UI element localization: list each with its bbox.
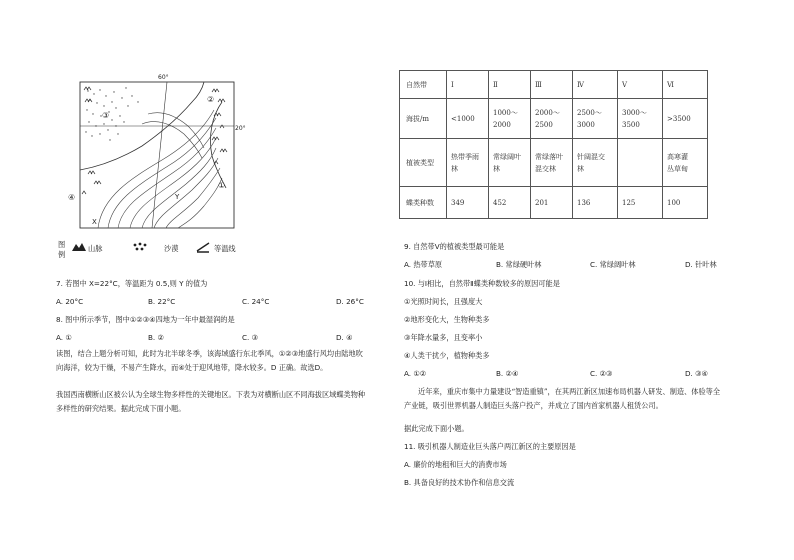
coastline-east: [210, 102, 226, 188]
table-cell: 1000～ 2000: [489, 99, 531, 139]
q10-statement-4: ④人类干扰少，植物种类多: [404, 351, 490, 360]
q10-statement-1: ①光照时间长，且强度大: [404, 297, 483, 306]
q9-option-a: A. 热带草原: [404, 260, 443, 269]
q10-stem: 10. 与Ⅰ相比，自然带Ⅱ蝶类种数较多的原因可能是: [404, 279, 560, 288]
table-header-cell: Ⅲ: [531, 71, 573, 99]
q11-option-a: A. 廉价的地租和巨大的消费市场: [404, 460, 507, 469]
q9-option-b: B. 常绿硬叶林: [496, 260, 542, 269]
table-row-label: 蝶类种数: [400, 187, 447, 219]
isotherm-lines: [98, 110, 222, 228]
table-cell: 201: [531, 187, 573, 219]
q8-option-b: B. ②: [148, 333, 164, 342]
q10-statement-2: ②地形变化大，生物种类多: [404, 315, 490, 324]
mountain-symbols: [82, 87, 227, 194]
lat-label: 20°: [235, 125, 246, 132]
desert-area: [85, 87, 138, 140]
x-label: X: [92, 218, 97, 226]
table-cell: >3500: [663, 99, 708, 139]
q9-stem: 9. 自然带Ⅴ的植被类型最可能是: [404, 242, 505, 251]
q10-option-a: A. ①②: [404, 369, 427, 378]
passage-prompt: 据此完成下面小题。: [404, 424, 469, 433]
isotherm-map: [52, 66, 246, 236]
legend-title: 图例: [58, 240, 66, 259]
table-header-cell: Ⅱ: [489, 71, 531, 99]
table-cell: 针阔混交 林: [573, 139, 618, 187]
table-cell: <1000: [447, 99, 489, 139]
table-header-row: [400, 71, 708, 99]
q7-stem: 7. 若图中 X=22°C，等温距为 0.5,则 Y 的值为: [56, 279, 208, 288]
q10-option-c: C. ②③: [590, 369, 613, 378]
legend-label-mountain: 山脉: [88, 244, 103, 253]
legend-label-desert: 沙漠: [164, 244, 179, 253]
q11-stem: 11. 吸引机器人制造业巨头落户两江新区的主要原因是: [404, 442, 576, 451]
table-row: [400, 187, 708, 219]
table-row-label: 植被类型: [400, 139, 447, 187]
map-legend: [58, 238, 278, 264]
table-cell: 125: [618, 187, 663, 219]
lon-label: 60°: [158, 74, 169, 81]
table-row: [400, 99, 708, 139]
table-header-cell: 自然带: [400, 71, 447, 99]
table-row: [400, 139, 708, 187]
q7-option-b: B. 22°C: [148, 297, 176, 306]
marker-1: ①: [218, 181, 226, 190]
table-cell: 常绿落叶 混交林: [531, 139, 573, 187]
table-cell: 常绿阔叶 林: [489, 139, 531, 187]
q10-option-b: B. ②④: [496, 369, 519, 378]
mountain-icon: [72, 242, 86, 252]
q8-option-d: D. ④: [336, 333, 353, 342]
desert-icon: [132, 242, 148, 252]
table-row-label: 海拔/m: [400, 99, 447, 139]
q7-option-c: C. 24°C: [242, 297, 270, 306]
q11-option-b: B. 具备良好的技术协作和信息交流: [404, 478, 515, 487]
q10-statement-3: ③年降水量多，且变率小: [404, 333, 483, 342]
q8-stem: 8. 图中所示季节，图中①②③④四地为一年中最湿润的是: [56, 315, 235, 324]
q9-option-c: C. 常绿阔叶林: [590, 260, 636, 269]
marker-3: ③: [102, 111, 110, 120]
meridian-60: [152, 82, 167, 228]
table-cell: 452: [489, 187, 531, 219]
table-cell: 349: [447, 187, 489, 219]
q8-option-a: A. ①: [56, 333, 72, 342]
q7-option-d: D. 26°C: [336, 297, 364, 306]
isotherm-icon: [196, 241, 210, 253]
q7-option-a: A. 20°C: [56, 297, 84, 306]
y-label: Y: [175, 193, 180, 201]
table-cell: 2500～ 3000: [573, 99, 618, 139]
q8-explanation: 读图，结合上题分析可知，此时为北半球冬季，该海域盛行东北季风，①②③地盛行风均由陆地吹向海洋，较为干燥，不易产生降水，而④处于迎风地带，降水较多。D 正确。故选D。: [56, 349, 363, 372]
table-cell: 136: [573, 187, 618, 219]
butterfly-table: [399, 70, 708, 219]
table-header-cell: Ⅰ: [447, 71, 489, 99]
table-cell: [618, 139, 663, 187]
table-header-cell: Ⅴ: [618, 71, 663, 99]
table-cell: 3000～ 3500: [618, 99, 663, 139]
q8-option-c: C. ③: [242, 333, 259, 342]
table-cell: 高寒灌 丛草甸: [663, 139, 708, 187]
reading-intro: 我国西南横断山区被公认为全球生物多样性的关键地区。下表为对横断山区不同海拔区域蝶类物种多样性的研究结果。据此完成下面小题。: [56, 390, 366, 413]
table-header-cell: Ⅵ: [663, 71, 708, 99]
table-cell: 2000～ 2500: [531, 99, 573, 139]
q10-option-d: D. ③④: [685, 369, 708, 378]
table-cell: 热带季雨 林: [447, 139, 489, 187]
legend-label-isotherm: 等温线: [214, 244, 236, 253]
marker-2: ②: [207, 95, 215, 104]
marker-4: ④: [68, 193, 76, 202]
table-cell: 100: [663, 187, 708, 219]
table-header-cell: Ⅳ: [573, 71, 618, 99]
q9-option-d: D. 针叶林: [685, 260, 717, 269]
robot-passage: 近年来，重庆市集中力量建设“智造重镇”，在其两江新区加速布局机器人研发、制造、体验等全产业链，吸引世界机器人制造巨头落户投产，并成立了国内首家机器人租赁公司。: [404, 387, 721, 410]
